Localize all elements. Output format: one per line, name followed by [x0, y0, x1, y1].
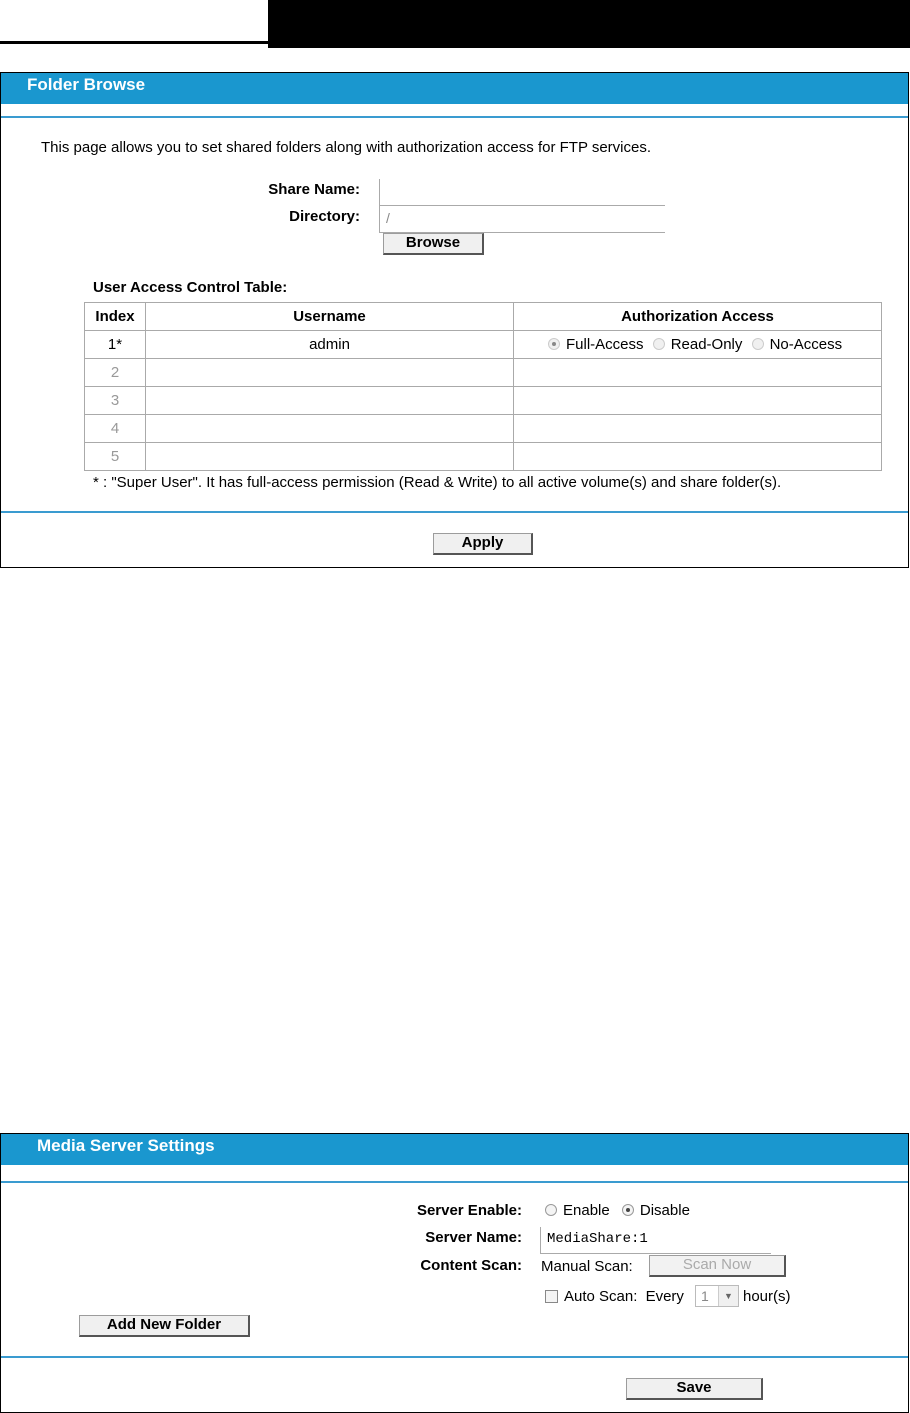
read-only-radio[interactable]	[653, 338, 665, 350]
share-name-input[interactable]	[379, 179, 665, 206]
content-scan-label: Content Scan:	[420, 1257, 522, 1274]
document-header	[0, 0, 910, 48]
super-user-footnote: * : "Super User". It has full-access permission (Read & Write) to all active volume(s) and share folder(s).	[93, 474, 782, 491]
disable-label: Disable	[639, 1202, 690, 1219]
divider	[1, 1181, 908, 1183]
row-index: 2	[85, 359, 146, 387]
row-username	[146, 443, 514, 471]
interval-value: 1	[701, 1288, 709, 1304]
divider	[1, 116, 908, 118]
full-access-radio[interactable]	[548, 338, 560, 350]
row-access	[514, 331, 882, 359]
chevron-down-icon: ▼	[718, 1286, 738, 1306]
row-username: admin	[146, 331, 514, 359]
save-button[interactable]: Save	[626, 1378, 763, 1400]
disable-radio[interactable]	[622, 1204, 634, 1216]
table-row	[85, 415, 882, 443]
hours-label: hour(s)	[743, 1288, 791, 1305]
table-row	[85, 387, 882, 415]
auto-scan-row	[545, 1288, 684, 1305]
header-black-bar	[268, 0, 910, 48]
server-name-label: Server Name:	[425, 1229, 522, 1246]
page-description: This page allows you to set shared folders along with authorization access for FTP services.	[41, 139, 652, 156]
row-index: 3	[85, 387, 146, 415]
row-username	[146, 387, 514, 415]
table-title: User Access Control Table:	[93, 279, 288, 296]
row-username	[146, 359, 514, 387]
server-enable-label: Server Enable:	[416, 1202, 522, 1219]
table-row	[85, 331, 882, 359]
user-access-table	[84, 302, 882, 471]
folder-browse-panel	[0, 72, 909, 568]
apply-button[interactable]: Apply	[433, 533, 533, 555]
add-new-folder-button[interactable]: Add New Folder	[79, 1315, 250, 1337]
media-server-panel	[0, 1133, 909, 1413]
no-access-label: No-Access	[769, 336, 843, 353]
table-header-row	[85, 303, 882, 331]
panel-title: Media Server Settings	[1, 1134, 908, 1165]
column-header-username: Username	[146, 303, 514, 331]
row-username	[146, 415, 514, 443]
table-row	[85, 443, 882, 471]
row-access	[514, 415, 882, 443]
auto-scan-label: Auto Scan:	[564, 1288, 638, 1305]
panel-title: Folder Browse	[1, 73, 908, 104]
server-name-input[interactable]: MediaShare:1	[540, 1227, 771, 1254]
enable-label: Enable	[563, 1202, 610, 1219]
share-name-label: Share Name:	[268, 181, 360, 198]
full-access-label: Full-Access	[566, 336, 644, 353]
header-left-block	[0, 0, 268, 44]
divider	[1, 511, 908, 513]
row-index: 5	[85, 443, 146, 471]
auto-scan-checkbox[interactable]	[545, 1290, 558, 1303]
no-access-radio[interactable]	[752, 338, 764, 350]
row-access	[514, 387, 882, 415]
browse-button[interactable]: Browse	[383, 233, 484, 255]
enable-radio[interactable]	[545, 1204, 557, 1216]
row-index: 1*	[85, 331, 146, 359]
every-label: Every	[645, 1288, 684, 1305]
manual-scan-label: Manual Scan:	[541, 1258, 633, 1275]
read-only-label: Read-Only	[670, 336, 743, 353]
row-access	[514, 443, 882, 471]
column-header-authorization: Authorization Access	[514, 303, 882, 331]
directory-input[interactable]: /	[379, 206, 665, 233]
auto-scan-interval-select[interactable]	[695, 1285, 739, 1307]
row-access	[514, 359, 882, 387]
server-enable-options	[545, 1202, 690, 1219]
directory-label: Directory:	[289, 208, 360, 225]
table-row	[85, 359, 882, 387]
divider	[1, 1356, 908, 1358]
row-index: 4	[85, 415, 146, 443]
column-header-index: Index	[85, 303, 146, 331]
scan-now-button[interactable]: Scan Now	[649, 1255, 786, 1277]
